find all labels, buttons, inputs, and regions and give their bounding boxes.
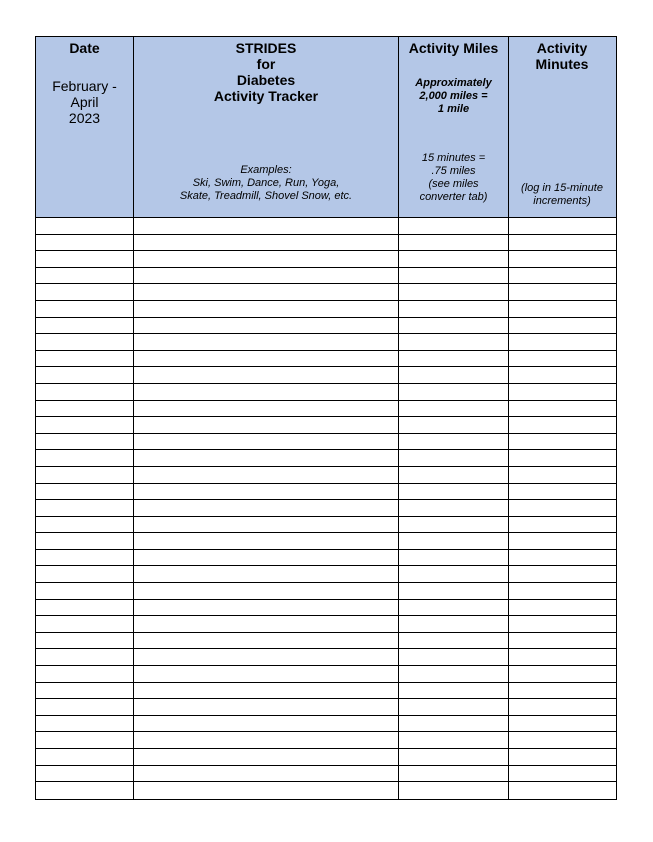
- date-cell[interactable]: [36, 351, 134, 367]
- activity-cell[interactable]: [134, 666, 399, 682]
- activity-cell[interactable]: [134, 782, 399, 799]
- miles-approximation: [403, 77, 504, 116]
- date-range-line: February -: [52, 78, 117, 94]
- date-cell[interactable]: [36, 484, 134, 500]
- program-title: [134, 40, 398, 104]
- miles-cell[interactable]: [399, 484, 509, 500]
- miles-cell[interactable]: [399, 732, 509, 748]
- minutes-cell[interactable]: [509, 766, 615, 782]
- table-row: [36, 666, 616, 683]
- miles-cell[interactable]: [399, 517, 509, 533]
- activity-cell[interactable]: [134, 699, 399, 715]
- miles-conversion: [403, 152, 504, 204]
- activity-cell[interactable]: [134, 251, 399, 267]
- table-row: [36, 533, 616, 550]
- activity-cell[interactable]: [134, 533, 399, 549]
- activity-cell[interactable]: [134, 367, 399, 383]
- miles-cell[interactable]: [399, 533, 509, 549]
- minutes-cell[interactable]: [509, 484, 615, 500]
- date-cell[interactable]: [36, 683, 134, 699]
- activity-cell[interactable]: [134, 450, 399, 466]
- miles-cell[interactable]: [399, 367, 509, 383]
- activity-tracker-sheet: [35, 36, 617, 800]
- table-row: [36, 766, 616, 783]
- activity-cell[interactable]: [134, 417, 399, 433]
- program-title-line: Activity Tracker: [213, 88, 319, 104]
- miles-cell[interactable]: [399, 351, 509, 367]
- date-cell[interactable]: [36, 716, 134, 732]
- activity-cell[interactable]: [134, 633, 399, 649]
- conversion-line: converter tab): [419, 191, 488, 203]
- table-row: [36, 467, 616, 484]
- activity-cell[interactable]: [134, 351, 399, 367]
- date-cell[interactable]: [36, 566, 134, 582]
- table-row: [36, 301, 616, 318]
- activity-cell[interactable]: [134, 732, 399, 748]
- date-cell[interactable]: [36, 749, 134, 765]
- minutes-cell[interactable]: [509, 782, 615, 799]
- minutes-cell[interactable]: [509, 301, 615, 317]
- miles-cell[interactable]: [399, 616, 509, 632]
- date-cell[interactable]: [36, 600, 134, 616]
- activity-cell[interactable]: [134, 683, 399, 699]
- date-cell[interactable]: [36, 699, 134, 715]
- minutes-cell[interactable]: [509, 351, 615, 367]
- activity-cell[interactable]: [134, 583, 399, 599]
- table-row: [36, 616, 616, 633]
- minutes-cell[interactable]: [509, 517, 615, 533]
- date-cell[interactable]: [36, 467, 134, 483]
- miles-cell[interactable]: [399, 550, 509, 566]
- date-cell[interactable]: [36, 284, 134, 300]
- miles-cell[interactable]: [399, 766, 509, 782]
- minutes-note: [511, 182, 613, 208]
- activity-cell[interactable]: [134, 318, 399, 334]
- miles-cell[interactable]: [399, 716, 509, 732]
- minutes-header: [509, 37, 615, 217]
- minutes-cell[interactable]: [509, 666, 615, 682]
- minutes-cell[interactable]: [509, 566, 615, 582]
- date-cell[interactable]: [36, 766, 134, 782]
- activity-cell[interactable]: [134, 517, 399, 533]
- minutes-cell[interactable]: [509, 251, 615, 267]
- table-row: [36, 367, 616, 384]
- miles-cell[interactable]: [399, 450, 509, 466]
- activity-cell[interactable]: [134, 434, 399, 450]
- activity-examples: [134, 164, 398, 203]
- date-cell[interactable]: [36, 550, 134, 566]
- minutes-cell[interactable]: [509, 434, 615, 450]
- date-cell[interactable]: [36, 782, 134, 799]
- miles-cell[interactable]: [399, 235, 509, 251]
- miles-cell[interactable]: [399, 268, 509, 284]
- minutes-cell[interactable]: [509, 384, 615, 400]
- table-row: [36, 782, 616, 799]
- miles-cell[interactable]: [399, 467, 509, 483]
- conversion-line: 15 minutes =: [421, 152, 486, 164]
- approx-line: 1 mile: [437, 103, 470, 115]
- activity-cell[interactable]: [134, 284, 399, 300]
- date-cell[interactable]: [36, 517, 134, 533]
- minutes-cell[interactable]: [509, 749, 615, 765]
- table-row: [36, 284, 616, 301]
- miles-cell[interactable]: [399, 417, 509, 433]
- date-range-line: 2023: [68, 110, 101, 126]
- miles-cell[interactable]: [399, 251, 509, 267]
- approx-line: Approximately: [415, 77, 492, 89]
- table-row: [36, 417, 616, 434]
- program-title-line: Diabetes: [236, 72, 296, 88]
- date-cell[interactable]: [36, 401, 134, 417]
- conversion-line: .75 miles: [431, 165, 476, 177]
- table-row: [36, 318, 616, 335]
- date-cell[interactable]: [36, 450, 134, 466]
- minutes-cell[interactable]: [509, 616, 615, 632]
- minutes-cell[interactable]: [509, 500, 615, 516]
- minutes-note-line: increments): [533, 195, 591, 207]
- date-cell[interactable]: [36, 666, 134, 682]
- activity-cell[interactable]: [134, 401, 399, 417]
- approx-line: 2,000 miles =: [419, 90, 488, 102]
- activity-cell[interactable]: [134, 550, 399, 566]
- activity-cell[interactable]: [134, 500, 399, 516]
- date-cell[interactable]: [36, 583, 134, 599]
- date-cell[interactable]: [36, 417, 134, 433]
- log-table-body: [36, 218, 616, 799]
- date-range-line: April: [70, 94, 99, 110]
- miles-cell[interactable]: [399, 500, 509, 516]
- activity-cell[interactable]: [134, 616, 399, 632]
- table-row: [36, 484, 616, 501]
- table-row: [36, 434, 616, 451]
- examples-line: Skate, Treadmill, Shovel Snow, etc.: [179, 190, 353, 202]
- table-row: [36, 566, 616, 583]
- date-cell[interactable]: [36, 268, 134, 284]
- minutes-cell[interactable]: [509, 284, 615, 300]
- minutes-cell[interactable]: [509, 467, 615, 483]
- table-row: [36, 334, 616, 351]
- table-header: [36, 37, 616, 218]
- miles-cell[interactable]: [399, 401, 509, 417]
- date-cell[interactable]: [36, 235, 134, 251]
- table-row: [36, 583, 616, 600]
- date-cell[interactable]: [36, 367, 134, 383]
- minutes-cell[interactable]: [509, 218, 615, 234]
- date-cell[interactable]: [36, 500, 134, 516]
- miles-cell[interactable]: [399, 334, 509, 350]
- examples-label: Examples:: [240, 164, 292, 176]
- table-row: [36, 749, 616, 766]
- miles-cell[interactable]: [399, 434, 509, 450]
- table-row: [36, 500, 616, 517]
- examples-line: Ski, Swim, Dance, Run, Yoga,: [192, 177, 340, 189]
- activity-cell[interactable]: [134, 235, 399, 251]
- date-cell[interactable]: [36, 732, 134, 748]
- minutes-cell[interactable]: [509, 732, 615, 748]
- minutes-cell[interactable]: [509, 318, 615, 334]
- date-cell[interactable]: [36, 649, 134, 665]
- minutes-cell[interactable]: [509, 401, 615, 417]
- table-row: [36, 384, 616, 401]
- table-row: [36, 218, 616, 235]
- table-row: [36, 450, 616, 467]
- minutes-cell[interactable]: [509, 367, 615, 383]
- minutes-cell[interactable]: [509, 417, 615, 433]
- table-row: [36, 351, 616, 368]
- date-title: Date: [69, 40, 100, 56]
- conversion-line: (see miles: [428, 178, 479, 190]
- activity-cell[interactable]: [134, 766, 399, 782]
- activity-cell[interactable]: [134, 484, 399, 500]
- activity-header: [134, 37, 399, 217]
- miles-cell[interactable]: [399, 699, 509, 715]
- miles-header: [399, 37, 509, 217]
- minutes-cell[interactable]: [509, 583, 615, 599]
- minutes-cell[interactable]: [509, 268, 615, 284]
- activity-cell[interactable]: [134, 566, 399, 582]
- activity-cell[interactable]: [134, 716, 399, 732]
- date-cell[interactable]: [36, 633, 134, 649]
- miles-cell[interactable]: [399, 600, 509, 616]
- activity-cell[interactable]: [134, 649, 399, 665]
- minutes-cell[interactable]: [509, 683, 615, 699]
- table-row: [36, 235, 616, 252]
- table-row: [36, 251, 616, 268]
- minutes-cell[interactable]: [509, 716, 615, 732]
- activity-cell[interactable]: [134, 467, 399, 483]
- miles-cell[interactable]: [399, 301, 509, 317]
- activity-cell[interactable]: [134, 384, 399, 400]
- table-row: [36, 732, 616, 749]
- miles-cell[interactable]: [399, 782, 509, 799]
- miles-cell[interactable]: [399, 583, 509, 599]
- miles-cell[interactable]: [399, 749, 509, 765]
- minutes-note-line: (log in 15-minute: [521, 182, 603, 194]
- miles-cell[interactable]: [399, 384, 509, 400]
- date-cell[interactable]: [36, 334, 134, 350]
- minutes-cell[interactable]: [509, 550, 615, 566]
- miles-title: Activity Miles: [408, 40, 499, 56]
- minutes-cell[interactable]: [509, 533, 615, 549]
- table-row: [36, 649, 616, 666]
- activity-cell[interactable]: [134, 334, 399, 350]
- date-cell[interactable]: [36, 533, 134, 549]
- minutes-title-line: Activity: [536, 40, 588, 56]
- minutes-cell[interactable]: [509, 699, 615, 715]
- minutes-cell[interactable]: [509, 649, 615, 665]
- miles-cell[interactable]: [399, 284, 509, 300]
- table-row: [36, 633, 616, 650]
- program-title-line: for: [256, 56, 276, 72]
- table-row: [36, 550, 616, 567]
- minutes-title: [509, 40, 615, 72]
- minutes-cell[interactable]: [509, 600, 615, 616]
- minutes-cell[interactable]: [509, 334, 615, 350]
- table-row: [36, 401, 616, 418]
- date-header: [36, 37, 134, 217]
- date-cell[interactable]: [36, 384, 134, 400]
- date-cell[interactable]: [36, 301, 134, 317]
- table-row: [36, 600, 616, 617]
- date-cell[interactable]: [36, 434, 134, 450]
- date-cell[interactable]: [36, 318, 134, 334]
- table-row: [36, 716, 616, 733]
- activity-cell[interactable]: [134, 268, 399, 284]
- miles-cell[interactable]: [399, 666, 509, 682]
- activity-cell[interactable]: [134, 218, 399, 234]
- table-row: [36, 683, 616, 700]
- miles-cell[interactable]: [399, 318, 509, 334]
- minutes-cell[interactable]: [509, 633, 615, 649]
- table-row: [36, 699, 616, 716]
- miles-cell[interactable]: [399, 218, 509, 234]
- date-cell[interactable]: [36, 616, 134, 632]
- date-range: [36, 78, 133, 126]
- date-cell[interactable]: [36, 218, 134, 234]
- table-row: [36, 268, 616, 285]
- table-row: [36, 517, 616, 534]
- miles-cell[interactable]: [399, 683, 509, 699]
- minutes-cell[interactable]: [509, 450, 615, 466]
- minutes-cell[interactable]: [509, 235, 615, 251]
- miles-cell[interactable]: [399, 566, 509, 582]
- miles-cell[interactable]: [399, 649, 509, 665]
- program-title-line: STRIDES: [235, 40, 297, 56]
- activity-cell[interactable]: [134, 301, 399, 317]
- miles-cell[interactable]: [399, 633, 509, 649]
- activity-cell[interactable]: [134, 749, 399, 765]
- minutes-title-line: Minutes: [535, 56, 589, 72]
- activity-cell[interactable]: [134, 600, 399, 616]
- date-cell[interactable]: [36, 251, 134, 267]
